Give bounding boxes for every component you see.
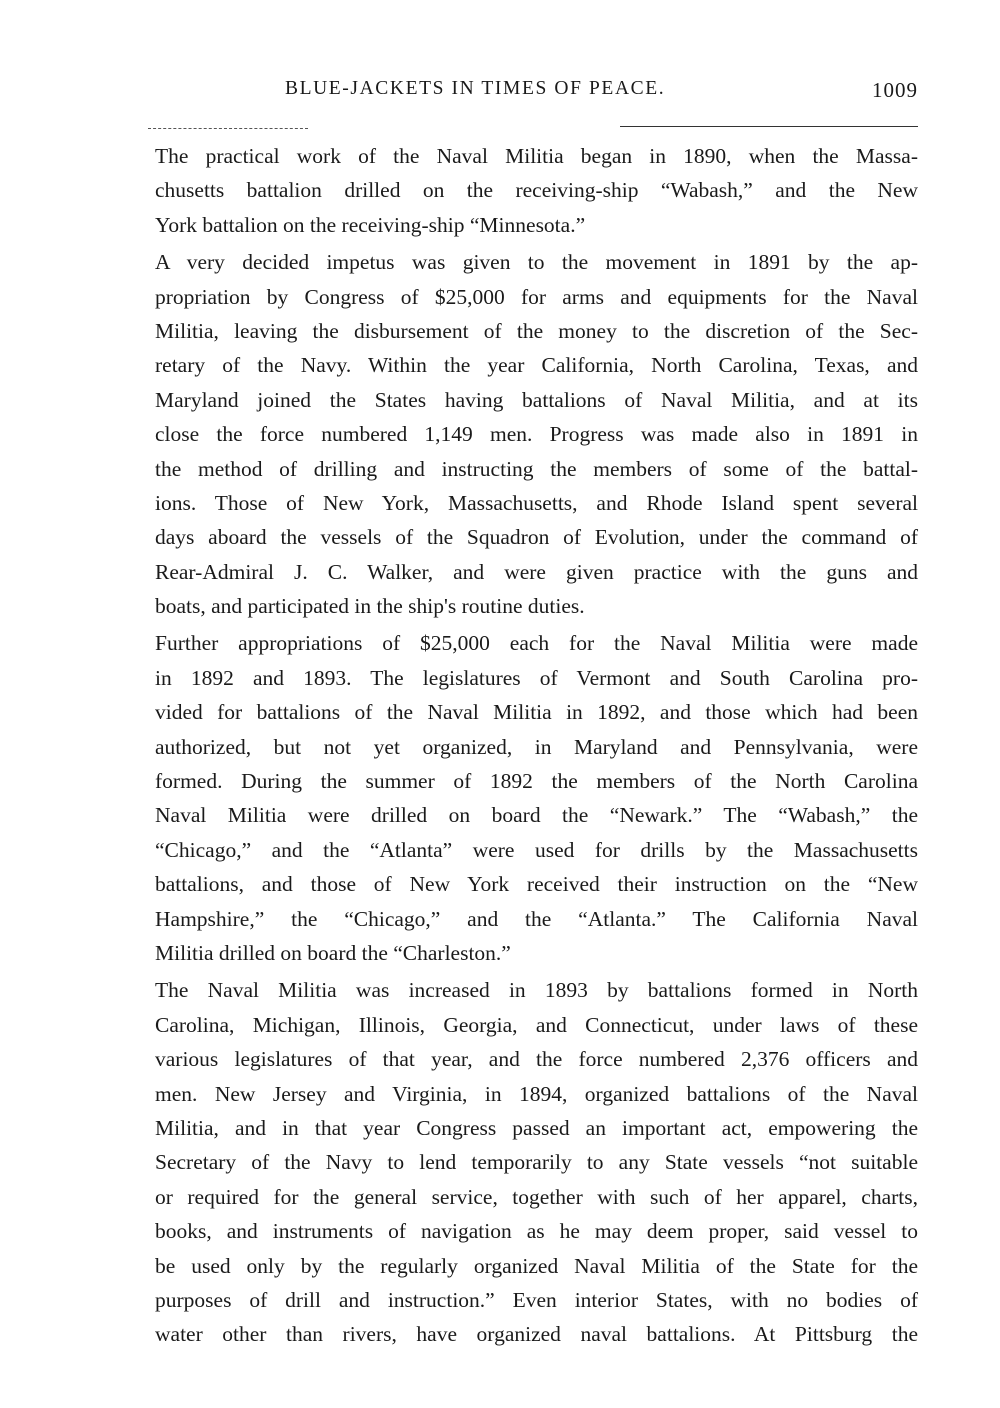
paragraph bbox=[155, 973, 918, 1351]
running-title: BLUE-JACKETS IN TIMES OF PEACE. bbox=[285, 78, 666, 99]
text-line: propriation by Congress of $25,000 for arms and equipments for the Naval bbox=[155, 284, 918, 309]
text-line: Carolina, Michigan, Illinois, Georgia, and Connecticut, under laws of these bbox=[155, 1012, 918, 1037]
text-line: water other than rivers, have organized naval battalions. At Pittsburg the bbox=[155, 1322, 918, 1347]
text-line: be used only by the regularly organized Naval Militia of the State for the bbox=[155, 1253, 918, 1278]
text-line: Naval Militia were drilled on board the “Newark.” The “Wabash,” the bbox=[155, 803, 918, 828]
text-line: days aboard the vessels of the Squadron of Evolution, under the command of bbox=[155, 525, 918, 550]
text-line: chusetts battalion drilled on the receiving-ship “Wabash,” and the New bbox=[155, 178, 918, 203]
text-line: The Naval Militia was increased in 1893 by battalions formed in North bbox=[155, 978, 918, 1003]
text-line: books, and instruments of navigation as he may deem proper, said vessel to bbox=[155, 1219, 918, 1244]
text-line: men. New Jersey and Virginia, in 1894, organized battalions of the Naval bbox=[155, 1081, 918, 1106]
text-line: purposes of drill and instruction.” Even interior States, with no bodies of bbox=[155, 1287, 918, 1312]
header-rule-left bbox=[148, 128, 308, 129]
page-number: 1009 bbox=[872, 78, 918, 102]
paragraph bbox=[155, 626, 918, 970]
text-line: Rear-Admiral J. C. Walker, and were given practice with the guns and bbox=[155, 559, 918, 584]
text-line: retary of the Navy. Within the year California, North Carolina, Texas, and bbox=[155, 353, 918, 378]
text-line: boats, and participated in the ship's routine duties. bbox=[155, 594, 585, 619]
text-line: “Chicago,” and the “Atlanta” were used for drills by the Massachusetts bbox=[155, 837, 918, 862]
text-line: Hampshire,” the “Chicago,” and the “Atlanta.” The California Naval bbox=[155, 906, 918, 931]
text-line: close the force numbered 1,149 men. Progress was made also in 1891 in bbox=[155, 422, 918, 447]
text-line: in 1892 and 1893. The legislatures of Vermont and South Carolina pro- bbox=[155, 665, 918, 690]
text-line: Secretary of the Navy to lend temporarily to any State vessels “not suitable bbox=[155, 1150, 918, 1175]
page-body bbox=[155, 139, 918, 1355]
text-line: vided for battalions of the Naval Militia in 1892, and those which had been bbox=[155, 700, 918, 725]
running-header bbox=[155, 78, 918, 108]
text-line: the method of drilling and instructing the members of some of the battal- bbox=[155, 456, 918, 481]
paragraph bbox=[155, 245, 918, 623]
text-line: formed. During the summer of 1892 the members of the North Carolina bbox=[155, 769, 918, 794]
text-line: Militia, and in that year Congress passed an important act, empowering the bbox=[155, 1115, 918, 1140]
text-line: battalions, and those of New York received their instruction on the “New bbox=[155, 872, 918, 897]
text-line: ions. Those of New York, Massachusetts, and Rhode Island spent several bbox=[155, 490, 918, 515]
text-line: Maryland joined the States having battalions of Naval Militia, and at its bbox=[155, 387, 918, 412]
text-line: York battalion on the receiving-ship “Minnesota.” bbox=[155, 212, 586, 237]
text-line: or required for the general service, together with such of her apparel, charts, bbox=[155, 1184, 918, 1209]
text-line: Militia drilled on board the “Charleston.” bbox=[155, 940, 511, 965]
text-line: various legislatures of that year, and the force numbered 2,376 officers and bbox=[155, 1047, 918, 1072]
text-line: Further appropriations of $25,000 each for the Naval Militia were made bbox=[155, 631, 918, 656]
text-line: The practical work of the Naval Militia began in 1890, when the Massa- bbox=[155, 144, 918, 168]
paragraph bbox=[155, 139, 918, 242]
text-line: A very decided impetus was given to the movement in 1891 by the ap- bbox=[155, 250, 918, 275]
text-line: authorized, but not yet organized, in Maryland and Pennsylvania, were bbox=[155, 734, 918, 759]
header-rule-right bbox=[620, 126, 918, 127]
text-line: Militia, leaving the disbursement of the money to the discretion of the Sec- bbox=[155, 318, 918, 343]
